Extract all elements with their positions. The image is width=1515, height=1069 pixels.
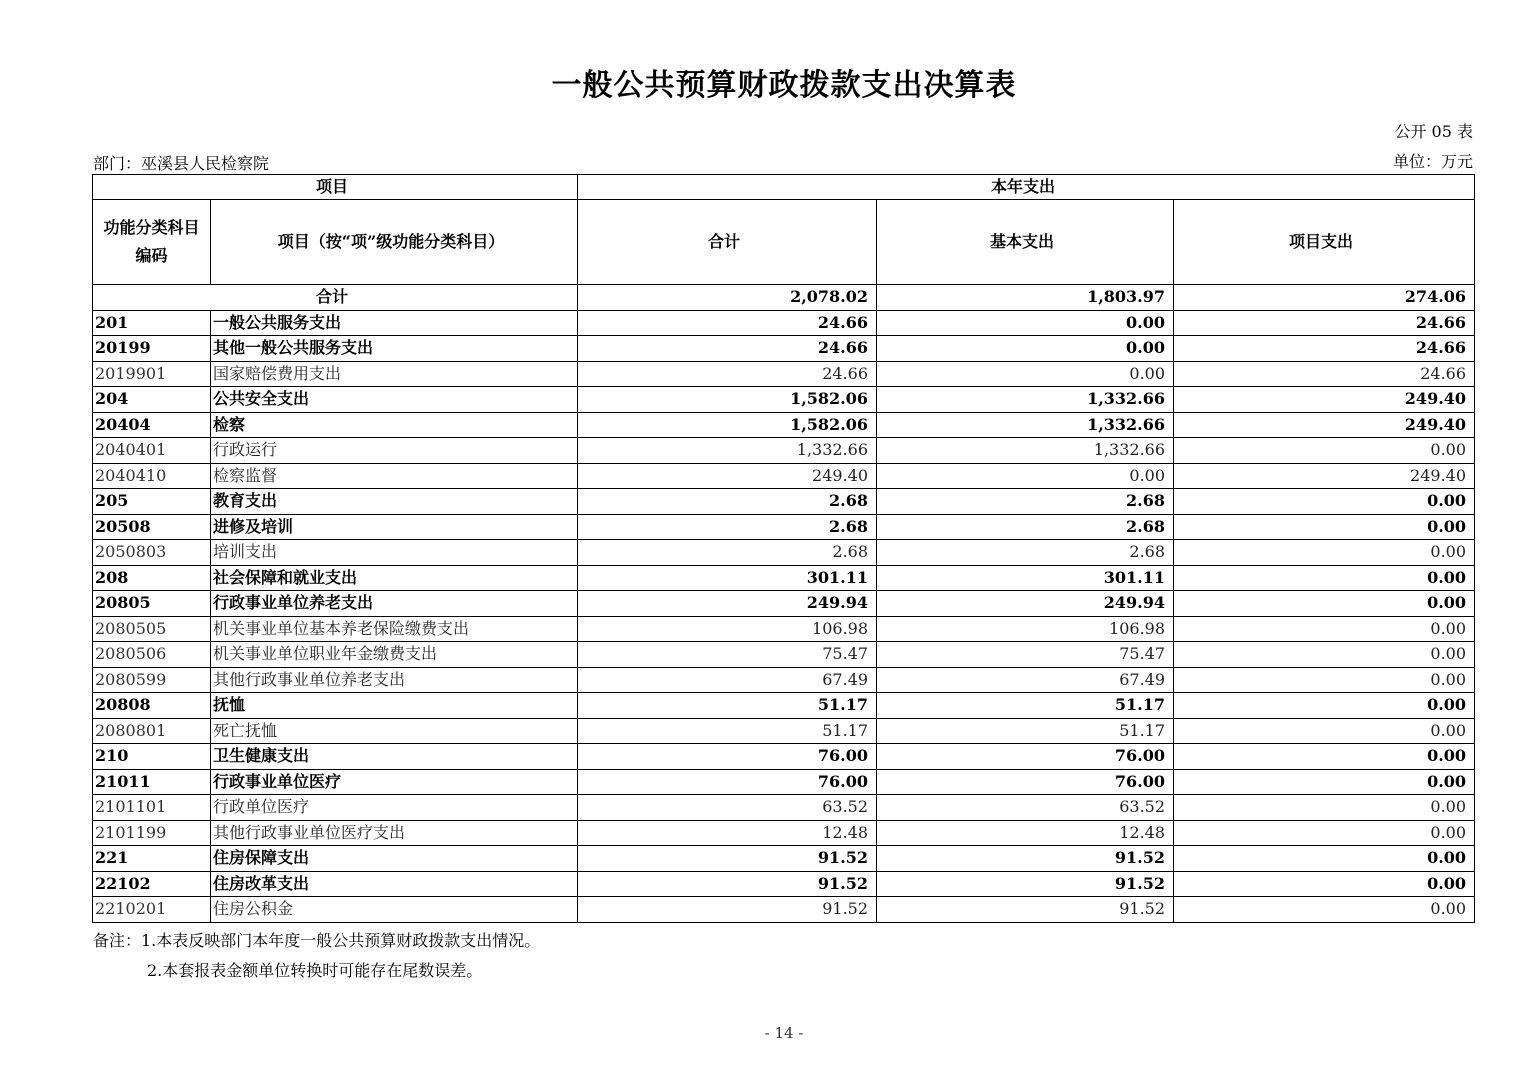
total-label: 合计 [93, 285, 578, 311]
row-name: 住房公积金 [211, 897, 578, 923]
row-project: 0.00 [1174, 693, 1475, 719]
row-code: 2040410 [93, 463, 211, 489]
table-row [93, 871, 1475, 897]
row-basic: 2.68 [877, 489, 1174, 515]
row-code: 20199 [93, 336, 211, 362]
table-row [93, 412, 1475, 438]
total-row [93, 285, 1475, 311]
row-name: 国家赔偿费用支出 [211, 361, 578, 387]
row-name: 公共安全支出 [211, 387, 578, 413]
header-code: 功能分类科目编码 [93, 200, 211, 285]
row-total: 51.17 [578, 693, 877, 719]
row-basic: 0.00 [877, 361, 1174, 387]
row-code: 2019901 [93, 361, 211, 387]
row-name: 教育支出 [211, 489, 578, 515]
row-basic: 106.98 [877, 616, 1174, 642]
row-basic: 249.94 [877, 591, 1174, 617]
row-name: 机关事业单位职业年金缴费支出 [211, 642, 578, 668]
header-current-year: 本年支出 [578, 175, 1475, 200]
row-code: 2210201 [93, 897, 211, 923]
row-name: 行政单位医疗 [211, 795, 578, 821]
table-row [93, 489, 1475, 515]
row-name: 住房改革支出 [211, 871, 578, 897]
row-code: 2080505 [93, 616, 211, 642]
row-name: 卫生健康支出 [211, 744, 578, 770]
row-total: 1,332.66 [578, 438, 877, 464]
row-basic: 76.00 [877, 769, 1174, 795]
row-basic: 1,332.66 [877, 412, 1174, 438]
row-code: 221 [93, 846, 211, 872]
row-basic: 75.47 [877, 642, 1174, 668]
row-name: 行政运行 [211, 438, 578, 464]
row-code: 20808 [93, 693, 211, 719]
row-project: 0.00 [1174, 744, 1475, 770]
row-basic: 0.00 [877, 310, 1174, 336]
table-row [93, 310, 1475, 336]
row-code: 2101101 [93, 795, 211, 821]
row-project: 0.00 [1174, 769, 1475, 795]
row-basic: 2.68 [877, 514, 1174, 540]
row-total: 24.66 [578, 336, 877, 362]
row-basic: 0.00 [877, 336, 1174, 362]
row-name: 行政事业单位医疗 [211, 769, 578, 795]
row-basic: 67.49 [877, 667, 1174, 693]
row-project: 0.00 [1174, 540, 1475, 566]
row-total: 12.48 [578, 820, 877, 846]
row-total: 2.68 [578, 540, 877, 566]
row-total: 75.47 [578, 642, 877, 668]
row-project: 0.00 [1174, 667, 1475, 693]
row-basic: 51.17 [877, 718, 1174, 744]
row-name: 培训支出 [211, 540, 578, 566]
row-total: 24.66 [578, 361, 877, 387]
row-total: 2.68 [578, 514, 877, 540]
header-total: 合计 [578, 200, 877, 285]
row-code: 20404 [93, 412, 211, 438]
row-project: 0.00 [1174, 846, 1475, 872]
row-total: 76.00 [578, 744, 877, 770]
row-total: 91.52 [578, 871, 877, 897]
table-row [93, 642, 1475, 668]
header-project: 项目 [93, 175, 578, 200]
row-code: 2040401 [93, 438, 211, 464]
row-project: 0.00 [1174, 871, 1475, 897]
row-name: 一般公共服务支出 [211, 310, 578, 336]
unit-label: 单位：万元 [1392, 152, 1473, 171]
row-project: 0.00 [1174, 438, 1475, 464]
row-code: 2080801 [93, 718, 211, 744]
row-name: 行政事业单位养老支出 [211, 591, 578, 617]
row-code: 205 [93, 489, 211, 515]
table-row [93, 336, 1475, 362]
row-basic: 301.11 [877, 565, 1174, 591]
row-basic: 1,332.66 [877, 387, 1174, 413]
table-row [93, 514, 1475, 540]
row-name: 死亡抚恤 [211, 718, 578, 744]
row-code: 201 [93, 310, 211, 336]
row-project: 24.66 [1174, 310, 1475, 336]
table-row [93, 438, 1475, 464]
row-project: 24.66 [1174, 361, 1475, 387]
row-total: 91.52 [578, 897, 877, 923]
row-total: 76.00 [578, 769, 877, 795]
row-project: 0.00 [1174, 795, 1475, 821]
row-code: 208 [93, 565, 211, 591]
table-row [93, 616, 1475, 642]
row-project: 24.66 [1174, 336, 1475, 362]
row-code: 2080506 [93, 642, 211, 668]
table-row [93, 387, 1475, 413]
row-project: 0.00 [1174, 514, 1475, 540]
table-row [93, 769, 1475, 795]
total-project: 274.06 [1174, 285, 1475, 311]
row-total: 106.98 [578, 616, 877, 642]
row-basic: 1,332.66 [877, 438, 1174, 464]
table-row [93, 667, 1475, 693]
row-project: 0.00 [1174, 718, 1475, 744]
table-row [93, 718, 1475, 744]
header-row-1 [93, 175, 1475, 200]
row-project: 249.40 [1174, 412, 1475, 438]
header-basic: 基本支出 [877, 200, 1174, 285]
table-row [93, 820, 1475, 846]
table-row [93, 361, 1475, 387]
row-total: 1,582.06 [578, 387, 877, 413]
row-total: 301.11 [578, 565, 877, 591]
header-item: 项目（按“项”级功能分类科目） [211, 200, 578, 285]
table-row [93, 744, 1475, 770]
note-1: 备注：1.本表反映部门本年度一般公共预算财政拨款支出情况。 [93, 931, 541, 950]
table-row [93, 463, 1475, 489]
note-2: 2.本套报表金额单位转换时可能存在尾数误差。 [147, 961, 483, 980]
row-project: 0.00 [1174, 565, 1475, 591]
row-project: 249.40 [1174, 387, 1475, 413]
row-project: 0.00 [1174, 642, 1475, 668]
header-project-expense: 项目支出 [1174, 200, 1475, 285]
row-basic: 51.17 [877, 693, 1174, 719]
row-basic: 91.52 [877, 846, 1174, 872]
row-name: 其他行政事业单位医疗支出 [211, 820, 578, 846]
table-row [93, 795, 1475, 821]
row-basic: 2.68 [877, 540, 1174, 566]
table-row [93, 897, 1475, 923]
table-row [93, 540, 1475, 566]
row-code: 2080599 [93, 667, 211, 693]
department-label: 部门：巫溪县人民检察院 [93, 154, 270, 173]
row-total: 51.17 [578, 718, 877, 744]
row-code: 21011 [93, 769, 211, 795]
page-number: - 14 - [764, 1024, 804, 1042]
row-total: 1,582.06 [578, 412, 877, 438]
row-name: 进修及培训 [211, 514, 578, 540]
row-project: 0.00 [1174, 616, 1475, 642]
row-name: 住房保障支出 [211, 846, 578, 872]
row-code: 20805 [93, 591, 211, 617]
row-basic: 12.48 [877, 820, 1174, 846]
expenditure-table [92, 174, 1475, 923]
row-basic: 91.52 [877, 871, 1174, 897]
row-project: 0.00 [1174, 897, 1475, 923]
row-project: 249.40 [1174, 463, 1475, 489]
table-row [93, 693, 1475, 719]
row-total: 67.49 [578, 667, 877, 693]
row-name: 其他一般公共服务支出 [211, 336, 578, 362]
table-row [93, 565, 1475, 591]
row-total: 91.52 [578, 846, 877, 872]
row-code: 210 [93, 744, 211, 770]
form-number: 公开 05 表 [1394, 122, 1473, 141]
row-code: 204 [93, 387, 211, 413]
row-project: 0.00 [1174, 591, 1475, 617]
row-code: 22102 [93, 871, 211, 897]
row-basic: 0.00 [877, 463, 1174, 489]
table-row [93, 846, 1475, 872]
row-name: 检察监督 [211, 463, 578, 489]
header-row-2 [93, 200, 1475, 285]
row-basic: 91.52 [877, 897, 1174, 923]
row-total: 2.68 [578, 489, 877, 515]
total-amount: 2,078.02 [578, 285, 877, 311]
row-total: 63.52 [578, 795, 877, 821]
row-total: 249.40 [578, 463, 877, 489]
row-basic: 63.52 [877, 795, 1174, 821]
row-project: 0.00 [1174, 489, 1475, 515]
total-basic: 1,803.97 [877, 285, 1174, 311]
row-name: 社会保障和就业支出 [211, 565, 578, 591]
row-total: 24.66 [578, 310, 877, 336]
page-title: 一般公共预算财政拨款支出决算表 [551, 68, 1017, 103]
row-total: 249.94 [578, 591, 877, 617]
row-name: 其他行政事业单位养老支出 [211, 667, 578, 693]
row-name: 机关事业单位基本养老保险缴费支出 [211, 616, 578, 642]
row-name: 检察 [211, 412, 578, 438]
row-name: 抚恤 [211, 693, 578, 719]
row-project: 0.00 [1174, 820, 1475, 846]
row-basic: 76.00 [877, 744, 1174, 770]
row-code: 2050803 [93, 540, 211, 566]
row-code: 2101199 [93, 820, 211, 846]
row-code: 20508 [93, 514, 211, 540]
table-row [93, 591, 1475, 617]
